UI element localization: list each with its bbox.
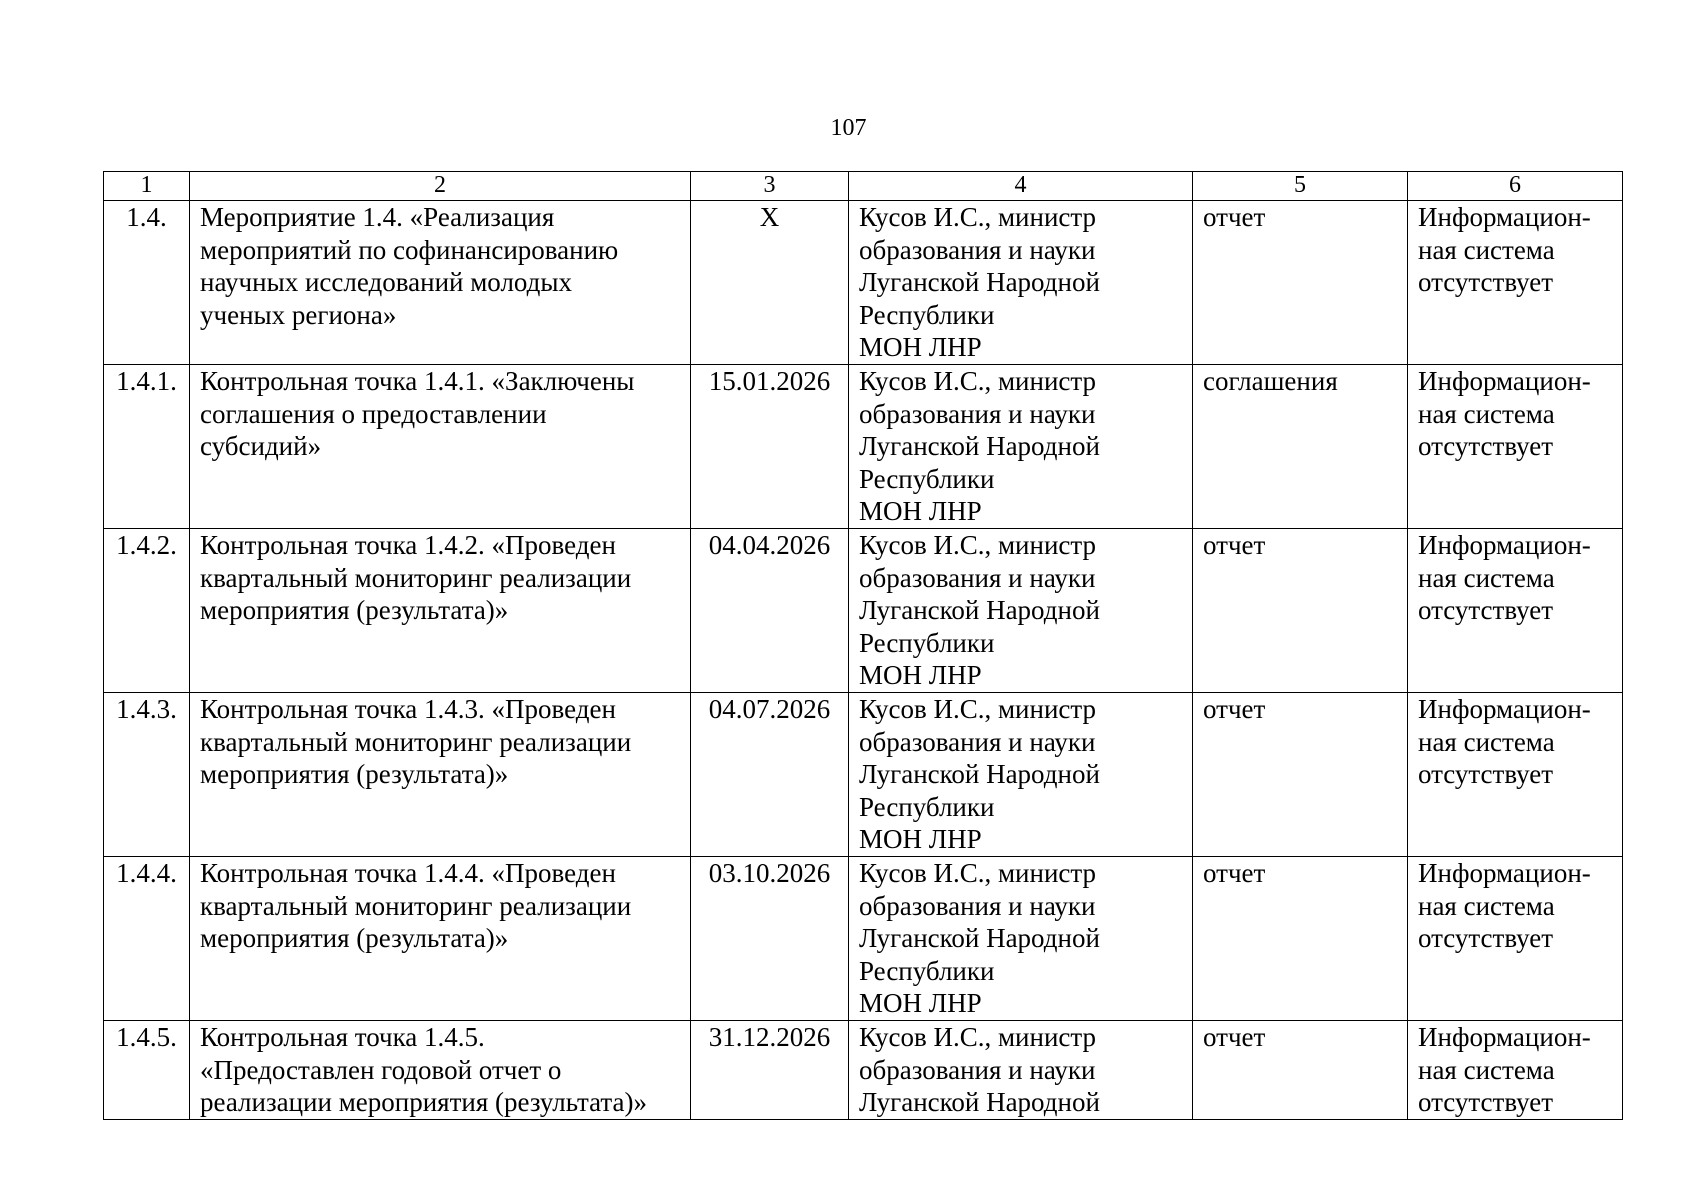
information-system-cell-line: ная система	[1418, 562, 1555, 593]
responsible-cell-line: МОН ЛНР	[859, 824, 982, 854]
document-type-cell: соглашения	[1193, 365, 1408, 529]
document-type-cell: отчет	[1193, 201, 1408, 365]
responsible-cell-line: образования и науки	[859, 234, 1096, 265]
responsible-cell-line: образования и науки	[859, 726, 1096, 757]
row-number-cell: 1.4.3.	[104, 693, 190, 857]
event-name-cell-line: реализации мероприятия (результата)»	[200, 1087, 648, 1117]
event-name-cell	[190, 693, 691, 857]
information-system-cell-line: отсутствует	[1418, 923, 1554, 953]
responsible-cell-line: Луганской Народной	[859, 267, 1100, 297]
responsible-cell-line: образования и науки	[859, 890, 1096, 921]
information-system-cell-line: ная система	[1418, 1054, 1555, 1085]
deadline-cell: 04.07.2026	[691, 693, 849, 857]
responsible-cell	[849, 201, 1193, 365]
table-row	[104, 201, 1623, 365]
information-system-cell-line: ная система	[1418, 234, 1555, 265]
information-system-cell-line: Информацион-	[1418, 366, 1591, 396]
information-system-cell-line: отсутствует	[1418, 1087, 1554, 1117]
responsible-cell-line: Кусов И.С., министр	[859, 694, 1097, 724]
document-type-cell: отчет	[1193, 1021, 1408, 1120]
deadline-cell: 31.12.2026	[691, 1021, 849, 1120]
event-name-cell	[190, 201, 691, 365]
information-system-cell-line: ная система	[1418, 726, 1555, 757]
event-name-cell-line: субсидий»	[200, 431, 322, 461]
deadline-cell: 15.01.2026	[691, 365, 849, 529]
responsible-cell-line: образования и науки	[859, 1054, 1096, 1085]
column-number-header	[104, 172, 1623, 201]
responsible-cell-line: Луганской Народной	[859, 759, 1100, 789]
responsible-cell-line: МОН ЛНР	[859, 332, 982, 362]
information-system-cell-line: Информацион-	[1418, 1022, 1591, 1052]
event-name-cell-line: Мероприятие 1.4. «Реализация	[200, 202, 555, 232]
responsible-cell-line: Кусов И.С., министр	[859, 366, 1097, 396]
information-system-cell-line: ная система	[1418, 890, 1555, 921]
information-system-cell	[1408, 201, 1623, 365]
responsible-cell-line: МОН ЛНР	[859, 660, 982, 690]
event-name-cell	[190, 857, 691, 1021]
responsible-cell-line: Луганской Народной	[859, 431, 1100, 461]
responsible-cell-line: Луганской Народной	[859, 595, 1100, 625]
event-name-cell-line: Контрольная точка 1.4.4. «Проведен	[200, 858, 616, 888]
event-name-cell-line: квартальный мониторинг реализации	[200, 562, 632, 593]
responsible-cell	[849, 529, 1193, 693]
information-system-cell	[1408, 529, 1623, 693]
event-name-cell-line: соглашения о предоставлении	[200, 398, 547, 429]
event-name-cell-line: научных исследований молодых	[200, 267, 573, 297]
responsible-cell-line: МОН ЛНР	[859, 496, 982, 526]
responsible-cell	[849, 1021, 1193, 1120]
row-number-cell: 1.4.2.	[104, 529, 190, 693]
table-row	[104, 1021, 1623, 1120]
responsible-cell-line: Республики	[859, 299, 995, 330]
responsible-cell-line: образования и науки	[859, 398, 1096, 429]
column-header-1: 1	[104, 172, 190, 201]
event-name-cell	[190, 529, 691, 693]
table-row	[104, 693, 1623, 857]
deadline-cell: Х	[691, 201, 849, 365]
event-name-cell	[190, 1021, 691, 1120]
row-number-cell: 1.4.	[104, 201, 190, 365]
column-header-6: 6	[1408, 172, 1623, 201]
information-system-cell-line: Информацион-	[1418, 530, 1591, 560]
responsible-cell-line: Луганской Народной	[859, 923, 1100, 953]
event-name-cell-line: квартальный мониторинг реализации	[200, 726, 632, 757]
document-type-cell: отчет	[1193, 857, 1408, 1021]
page-number: 107	[830, 115, 867, 141]
information-system-cell-line: отсутствует	[1418, 431, 1554, 461]
column-header-5: 5	[1193, 172, 1408, 201]
deadline-cell: 03.10.2026	[691, 857, 849, 1021]
responsible-cell-line: Республики	[859, 627, 995, 658]
deadline-cell: 04.04.2026	[691, 529, 849, 693]
event-name-cell-line: ученых региона»	[200, 299, 397, 330]
event-name-cell-line: мероприятия (результата)»	[200, 595, 509, 625]
control-points-table	[103, 171, 1623, 1120]
responsible-cell-line: Луганской Народной	[859, 1087, 1100, 1117]
row-number-cell: 1.4.5.	[104, 1021, 190, 1120]
document-type-cell: отчет	[1193, 529, 1408, 693]
event-name-cell-line: Контрольная точка 1.4.1. «Заключены	[200, 366, 635, 396]
event-name-cell-line: «Предоставлен годовой отчет о	[200, 1054, 562, 1085]
document-type-cell: отчет	[1193, 693, 1408, 857]
column-header-3: 3	[691, 172, 849, 201]
responsible-cell-line: МОН ЛНР	[859, 988, 982, 1018]
information-system-cell-line: отсутствует	[1418, 595, 1554, 625]
responsible-cell-line: Кусов И.С., министр	[859, 530, 1097, 560]
row-number-cell: 1.4.1.	[104, 365, 190, 529]
event-name-cell-line: Контрольная точка 1.4.5.	[200, 1022, 485, 1052]
responsible-cell-line: Кусов И.С., министр	[859, 1022, 1097, 1052]
responsible-cell-line: Республики	[859, 791, 995, 822]
event-name-cell-line: мероприятия (результата)»	[200, 759, 509, 789]
responsible-cell-line: Кусов И.С., министр	[859, 202, 1097, 232]
information-system-cell	[1408, 365, 1623, 529]
responsible-cell-line: Кусов И.С., министр	[859, 858, 1097, 888]
information-system-cell-line: Информацион-	[1418, 202, 1591, 232]
event-name-cell-line: Контрольная точка 1.4.2. «Проведен	[200, 530, 616, 560]
table-row	[104, 365, 1623, 529]
row-number-cell: 1.4.4.	[104, 857, 190, 1021]
event-name-cell-line: мероприятий по софинансированию	[200, 234, 619, 265]
information-system-cell-line: отсутствует	[1418, 759, 1554, 789]
information-system-cell-line: ная система	[1418, 398, 1555, 429]
responsible-cell	[849, 365, 1193, 529]
column-header-4: 4	[849, 172, 1193, 201]
information-system-cell-line: Информацион-	[1418, 694, 1591, 724]
event-name-cell-line: квартальный мониторинг реализации	[200, 890, 632, 921]
responsible-cell-line: Республики	[859, 955, 995, 986]
responsible-cell-line: Республики	[859, 463, 995, 494]
information-system-cell	[1408, 857, 1623, 1021]
column-header-2: 2	[190, 172, 691, 201]
event-name-cell-line: мероприятия (результата)»	[200, 923, 509, 953]
responsible-cell-line: образования и науки	[859, 562, 1096, 593]
responsible-cell	[849, 857, 1193, 1021]
event-name-cell-line: Контрольная точка 1.4.3. «Проведен	[200, 694, 616, 724]
information-system-cell	[1408, 693, 1623, 857]
information-system-cell-line: отсутствует	[1418, 267, 1554, 297]
event-name-cell	[190, 365, 691, 529]
table-row	[104, 529, 1623, 693]
information-system-cell-line: Информацион-	[1418, 858, 1591, 888]
responsible-cell	[849, 693, 1193, 857]
information-system-cell	[1408, 1021, 1623, 1120]
table-row	[104, 857, 1623, 1021]
